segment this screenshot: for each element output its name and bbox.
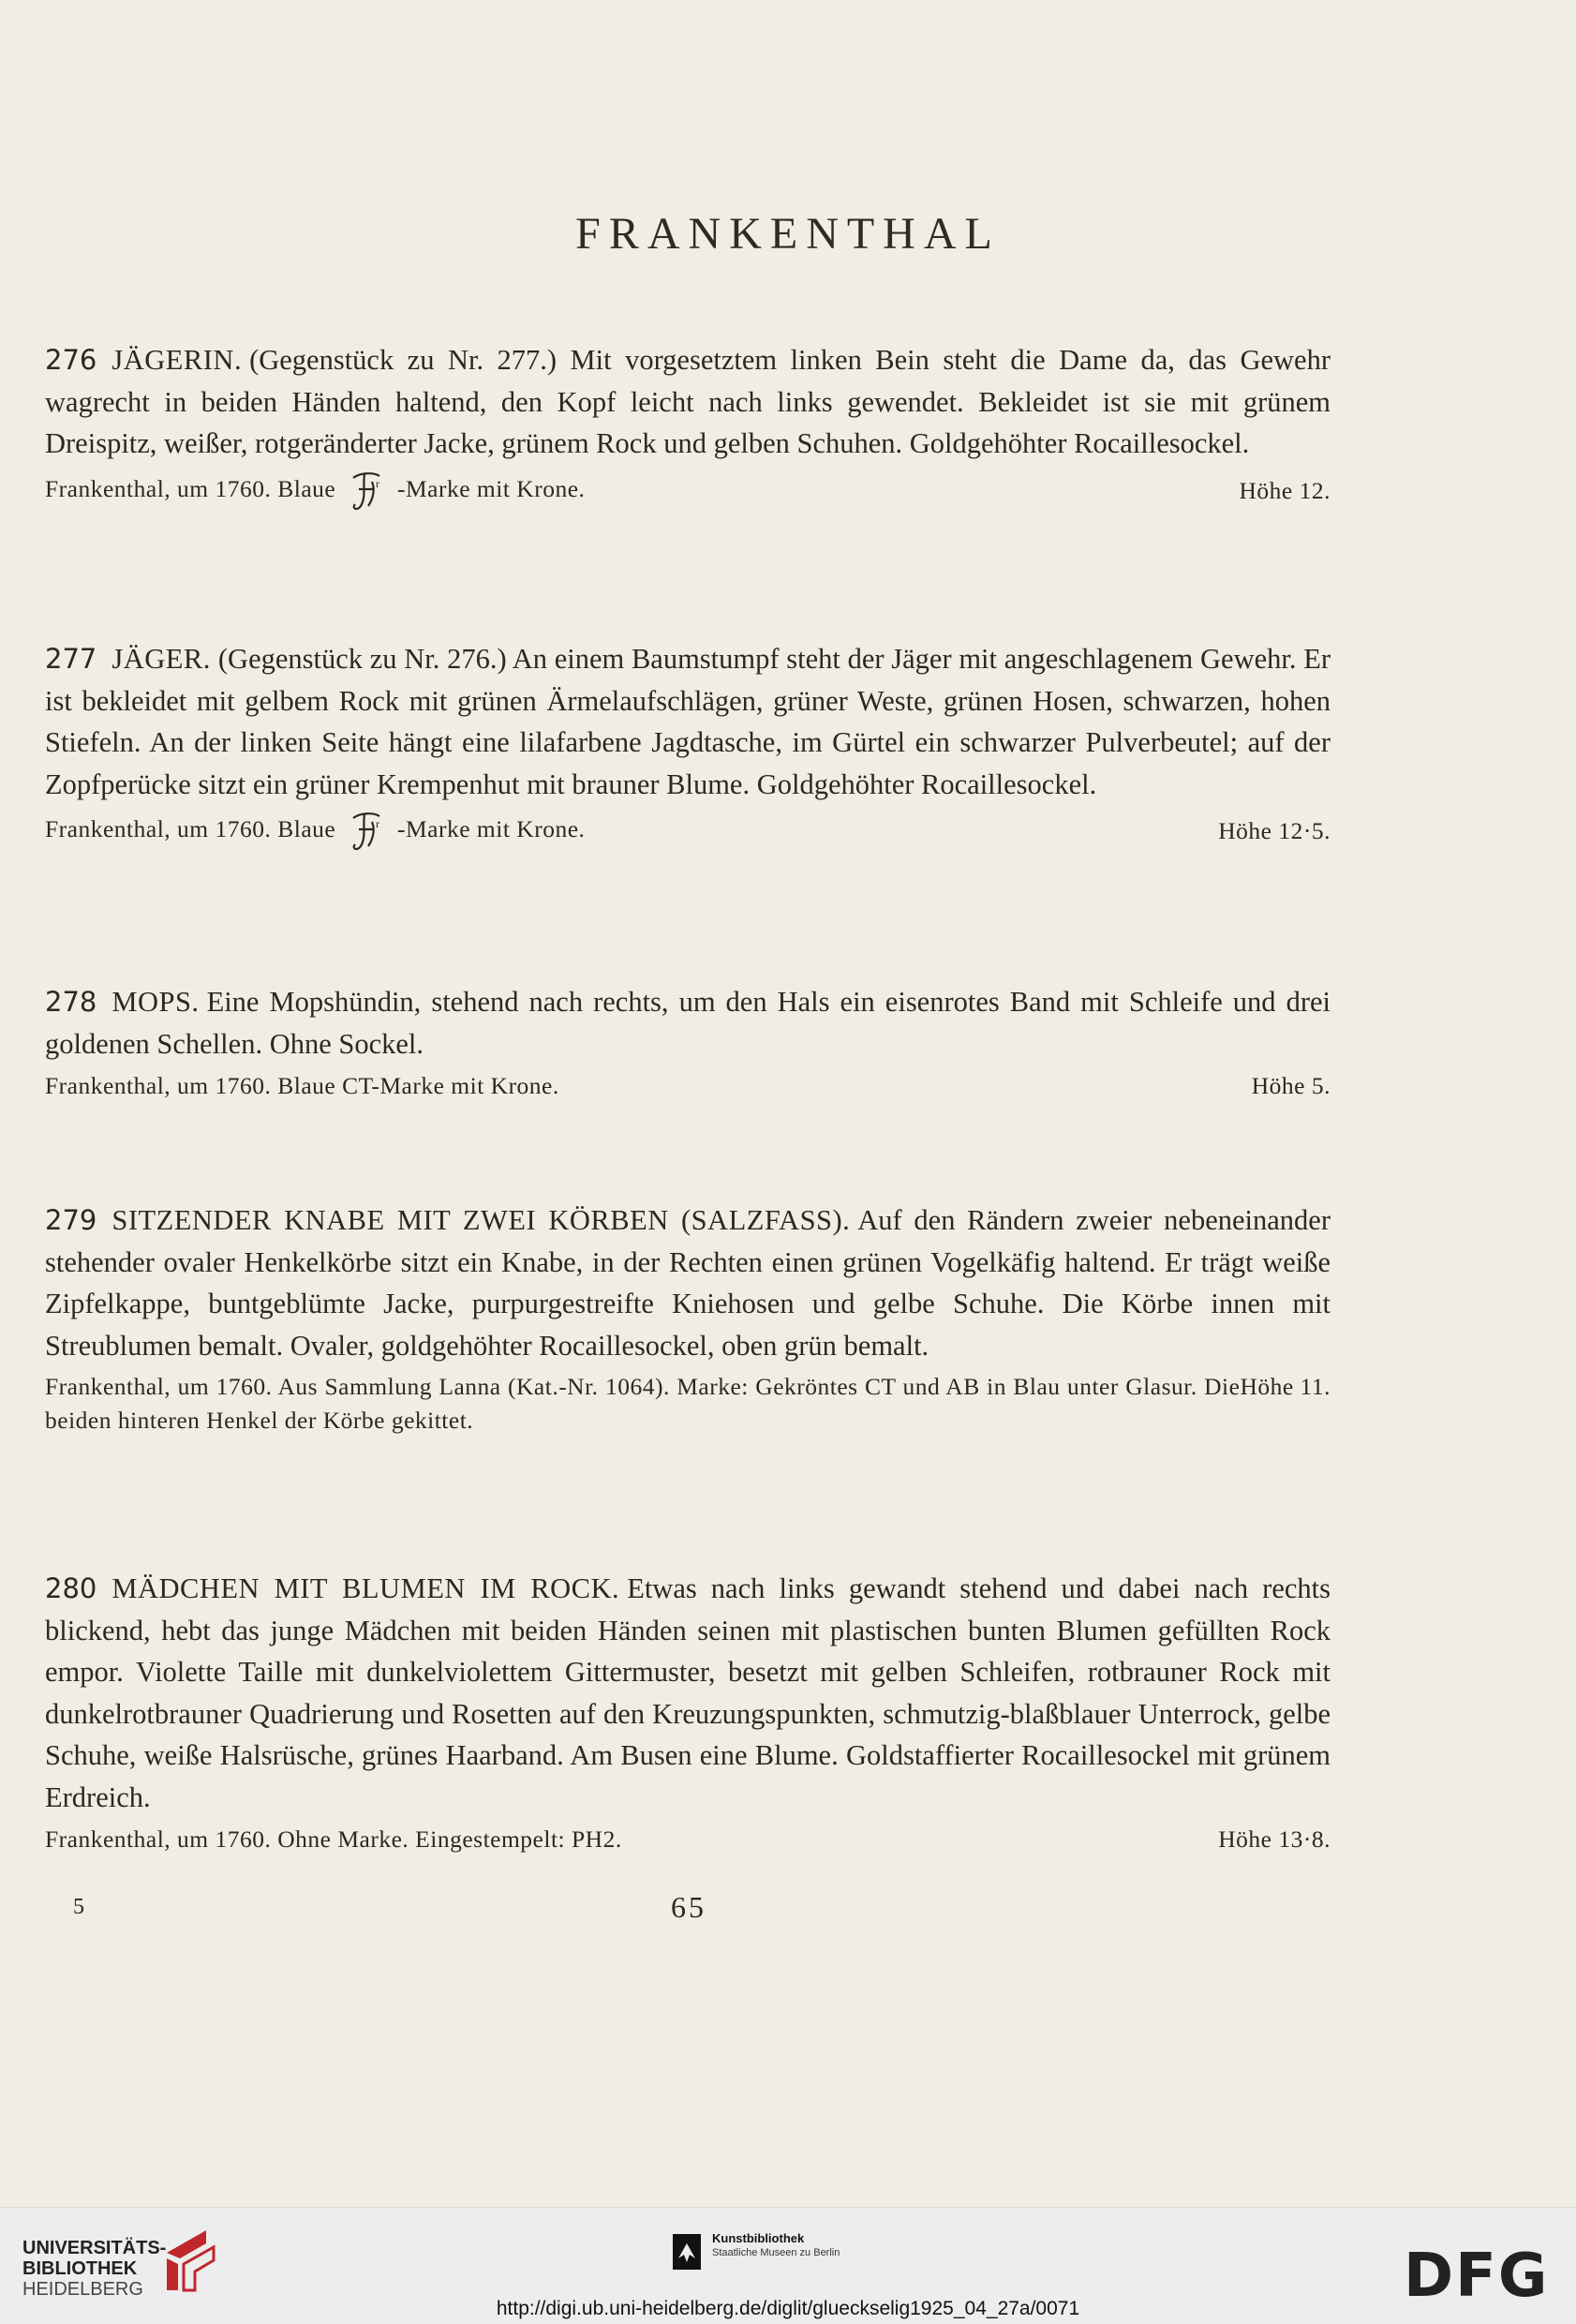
entry-provenance: Frankenthal, um 1760. Ohne Marke. Eingestempelt: PH2. [45,1825,622,1853]
entry-height: Höhe 5. [1251,1072,1331,1099]
entry-body [45,981,1331,1065]
permalink-url[interactable]: http://digi.ub.uni-heidelberg.de/diglit/glueckselig1925_04_27a/0071 [496,2298,1080,2319]
monogram-mark-icon [348,469,385,514]
entry-footnote [45,809,1331,854]
entry-title: SITZENDER KNABE MIT ZWEI KÖRBEN (SALZFASS). [112,1204,851,1236]
footer-bar [0,2207,1576,2324]
entry-number: 279 [45,1204,97,1236]
dfg-logo[interactable]: DFG [1404,2242,1550,2311]
catalog-entry [45,1199,1331,1438]
ub-heidelberg-emblem-icon [157,2227,225,2294]
entry-title: MÄDCHEN MIT BLUMEN IM ROCK. [112,1572,620,1604]
library-name-line: HEIDELBERG [22,2279,143,2300]
entry-height: Höhe 13·8. [1218,1825,1331,1853]
entry-height: Höhe 12·5. [1218,817,1331,844]
entry-title: JÄGERIN. [112,344,243,376]
page-title: FRANKENTHAL [575,209,1001,259]
entry-footnote [45,1370,1331,1438]
entry-height: Höhe 12. [1239,476,1331,504]
monogram-mark-icon [348,809,385,854]
entry-text: (Gegenstück zu Nr. 276.) An einem Baumstumpf steht der Jäger mit angeschlagenem Gewehr. Er ist bekleidet mit gelbem Rock mit grünen Ärmelaufschlägen, grüner Weste, grünen Hosen, schwarzen, hohen Stiefeln. An der linken Seite hängt eine lilafarbene Jagdtasche, im Gürtel ein schwarzer Pulverbeutel; auf der Zopfperücke sitzt ein grüner Krempenhut mit brauner Blume. Goldgehöhter Rocaillesockel. [45,643,1331,800]
library-name-line: UNIVERSITÄTS- [22,2238,167,2258]
entry-text: (Gegenstück zu Nr. 277.) Mit vorgesetztem linken Bein steht die Dame da, das Gewehr wagrecht in beiden Händen haltend, den Kopf leicht nach links gewendet. Bekleidet ist sie mit grünem Dreispitz, weißer, rotgeränderter Jacke, grünem Rock und gelben Schuhen. Goldgehöhter Rocaillesockel. [45,344,1331,459]
page-number: 65 [671,1890,706,1924]
kunstbibliothek-eagle-icon [673,2234,701,2270]
entry-title: JÄGER. [112,643,211,675]
catalog-entry [45,339,1331,514]
catalog-entry [45,981,1331,1104]
entry-number: 278 [45,986,97,1018]
entry-height: Höhe 11. [1240,1373,1331,1400]
catalog-entry [45,638,1331,854]
entry-provenance: Frankenthal, um 1760. Blaue r -Marke mit Krone. [45,469,585,514]
entry-title: MOPS. [112,986,200,1018]
entry-text: Etwas nach links gewandt stehend und dabei nach rechts blickend, hebt das junge Mädchen mit beiden Händen seinen mit plastischen bunten Blumen gefüllten Rock empor. Violette Taille mit dunkelviolettem Gittermuster, besetzt mit gelben Schleifen, rotbrauner Rock mit dunkelrotbrauner Quadrierung und Rosetten auf den Kreuzungspunkten, schmutzig-blaßblauer Unterrock, gelbe Schuhe, weiße Halsrüsche, grünes Haarband. Am Busen eine Blume. Goldstaffierter Rocaillesockel mit grünem Erdreich. [45,1572,1331,1813]
kunstbibliothek-subtitle: Staatliche Museen zu Berlin [712,2247,840,2258]
entry-provenance: Frankenthal, um 1760. Blaue CT-Marke mit Krone. [45,1072,559,1099]
entry-body [45,1568,1331,1818]
library-name-line: BIBLIOTHEK [22,2258,138,2279]
svg-text:r: r [376,817,380,830]
entry-footnote [45,1068,1331,1104]
entry-number: 280 [45,1572,97,1604]
entry-text: Auf den Rändern zweier nebeneinander stehender ovaler Henkelkörbe sitzt ein Knabe, in der Rechten einen grünen Vogelkäfig haltend. Er trägt weiße Zipfelkappe, buntgeblümte Jacke, purpurgestreifte Kniehosen und gelbe Schuhe. Die Körbe innen mit Streublumen bemalt. Ovaler, goldgehöhter Rocaillesockel, oben grün bemalt. [45,1204,1331,1362]
entry-body [45,638,1331,805]
entry-provenance: Frankenthal, um 1760. Blaue r -Marke mit Krone. [45,809,585,854]
entry-number: 276 [45,344,97,376]
entry-number: 277 [45,643,97,675]
entry-body [45,1199,1331,1366]
signature-mark: 5 [73,1895,84,1919]
entry-body [45,339,1331,465]
catalog-entry [45,1568,1331,1857]
entry-footnote [45,469,1331,514]
entry-provenance: Frankenthal, um 1760. Aus Sammlung Lanna (Kat.-Nr. 1064). Marke: Gekröntes CT und AB in Blau unter Glasur. Die beiden hinteren Henkel der Körbe gekittet. [45,1373,1241,1434]
entry-text: Eine Mopshündin, stehend nach rechts, um den Hals ein eisenrotes Band mit Schleife und drei goldenen Schellen. Ohne Sockel. [45,986,1331,1060]
entry-footnote [45,1822,1331,1857]
svg-text:r: r [376,476,380,490]
kunstbibliothek-name: Kunstbibliothek [712,2231,805,2245]
